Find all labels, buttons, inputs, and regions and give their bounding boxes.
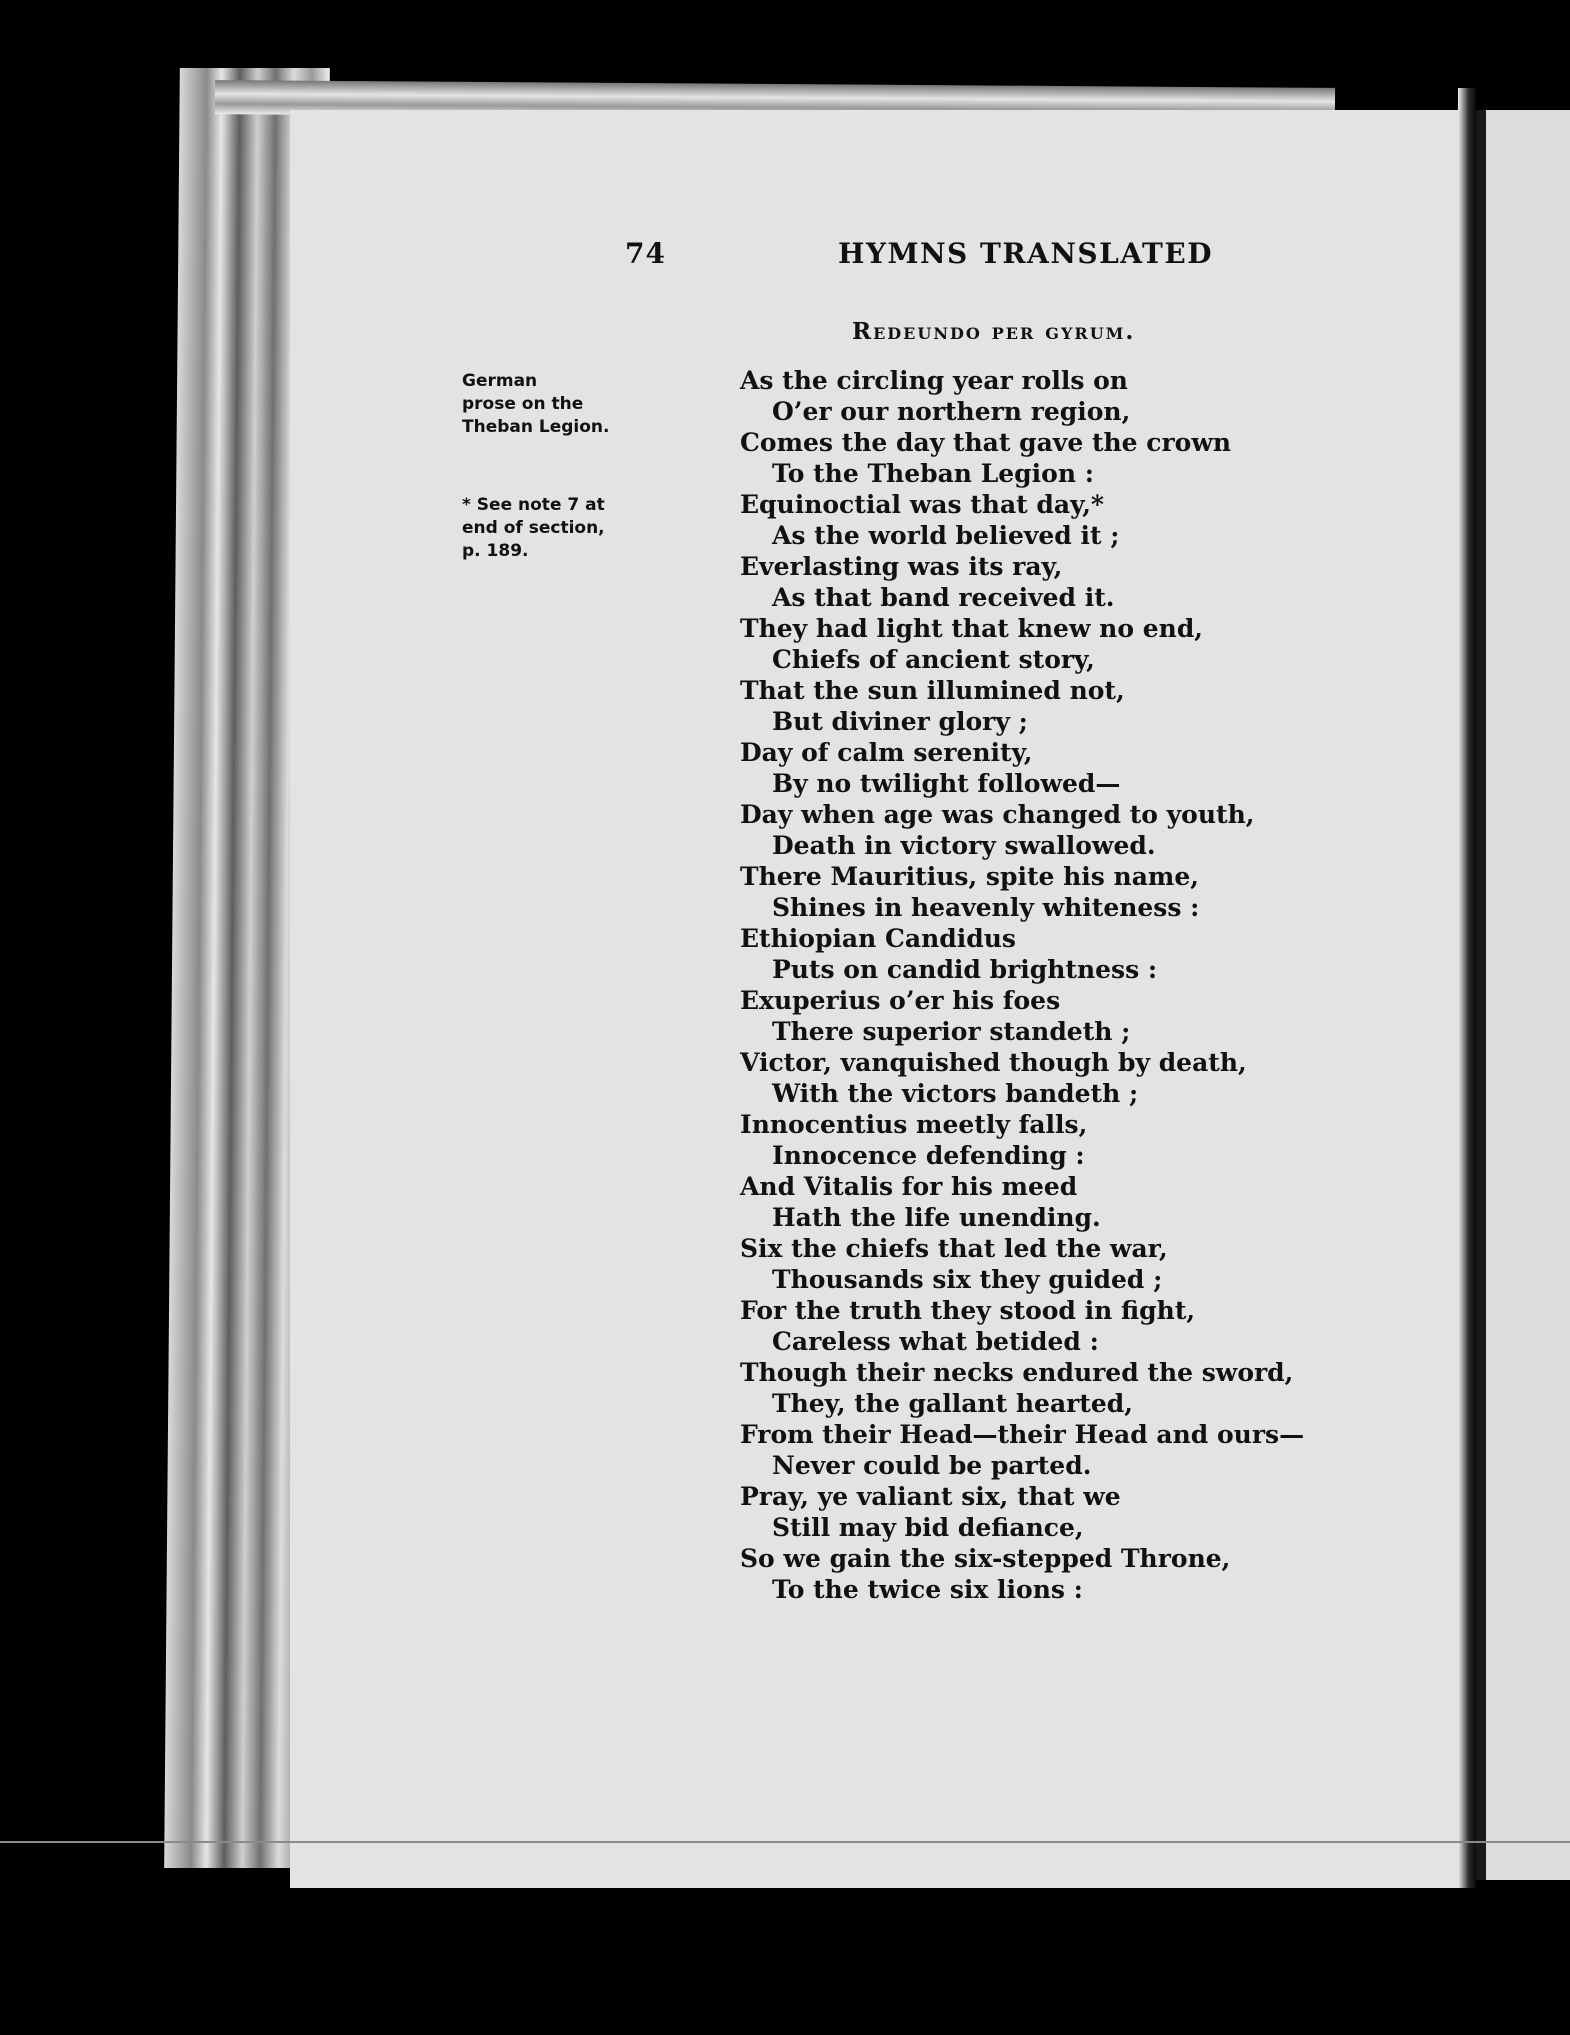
verse-line: By no twilight followed— [772, 769, 1121, 798]
hymn-verse [740, 365, 1440, 1605]
verse-line: Never could be parted. [772, 1451, 1092, 1480]
verse-line: They had light that knew no end, [740, 614, 1204, 643]
margin-note-reference: * See note 7 at end of section, p. 189. [462, 495, 605, 561]
verse-line: Comes the day that gave the crown [740, 428, 1232, 457]
margin-note-source: German prose on the Theban Legion. [462, 371, 610, 437]
verse-line: To the Theban Legion : [772, 459, 1094, 488]
verse-line: To the twice six lions : [772, 1575, 1083, 1604]
page-number: 74 [625, 237, 666, 270]
verse-line: Six the chiefs that led the war, [740, 1234, 1168, 1263]
verse-line: Still may bid defiance, [772, 1513, 1084, 1542]
verse-line: With the victors bandeth ; [772, 1079, 1139, 1108]
verse-line: Innocentius meetly falls, [740, 1110, 1088, 1139]
verse-line: As that band received it. [772, 583, 1115, 612]
verse-line: So we gain the six-stepped Throne, [740, 1544, 1231, 1573]
verse-line: There Mauritius, spite his name, [740, 862, 1199, 891]
verse-line: Pray, ye valiant six, that we [740, 1482, 1121, 1511]
verse-line: As the world believed it ; [772, 521, 1120, 550]
facing-page-edge [1476, 110, 1570, 1880]
verse-line: That the sun illumined not, [740, 676, 1125, 705]
verse-line: Thousands six they guided ; [772, 1265, 1163, 1294]
verse-line: Chiefs of ancient story, [772, 645, 1095, 674]
verse-line: Though their necks endured the sword, [740, 1358, 1294, 1387]
verse-line: Careless what betided : [772, 1327, 1099, 1356]
verse-line: Hath the life unending. [772, 1203, 1101, 1232]
verse-line: They, the gallant hearted, [772, 1389, 1133, 1418]
hymn-title: Redeundo per gyrum. [852, 318, 1136, 345]
verse-line: As the circling year rolls on [740, 366, 1128, 395]
running-head: HYMNS TRANSLATED [838, 237, 1213, 270]
verse-line: O’er our northern region, [772, 397, 1131, 426]
verse-line: From their Head—their Head and ours— [740, 1420, 1305, 1449]
verse-line: There superior standeth ; [772, 1017, 1131, 1046]
verse-line: But diviner glory ; [772, 707, 1028, 736]
book-gutter [1458, 88, 1476, 1888]
verse-line: Everlasting was its ray, [740, 552, 1063, 581]
facing-page-shadow [1476, 110, 1486, 1880]
verse-line: For the truth they stood in fight, [740, 1296, 1196, 1325]
scan-artifact-line [0, 1841, 1570, 1843]
verse-line: Exuperius o’er his foes [740, 986, 1061, 1015]
verse-line: Death in victory swallowed. [772, 831, 1156, 860]
verse-line: Shines in heavenly whiteness : [772, 893, 1200, 922]
verse-line: Puts on candid brightness : [772, 955, 1158, 984]
verse-line: Equinoctial was that day,* [740, 490, 1104, 519]
verse-line: Day of calm serenity, [740, 738, 1033, 767]
verse-line: Victor, vanquished though by death, [740, 1048, 1247, 1077]
verse-line: Ethiopian Candidus [740, 924, 1016, 953]
verse-line: Day when age was changed to youth, [740, 800, 1255, 829]
verse-line: And Vitalis for his meed [740, 1172, 1078, 1201]
verse-line: Innocence defending : [772, 1141, 1085, 1170]
